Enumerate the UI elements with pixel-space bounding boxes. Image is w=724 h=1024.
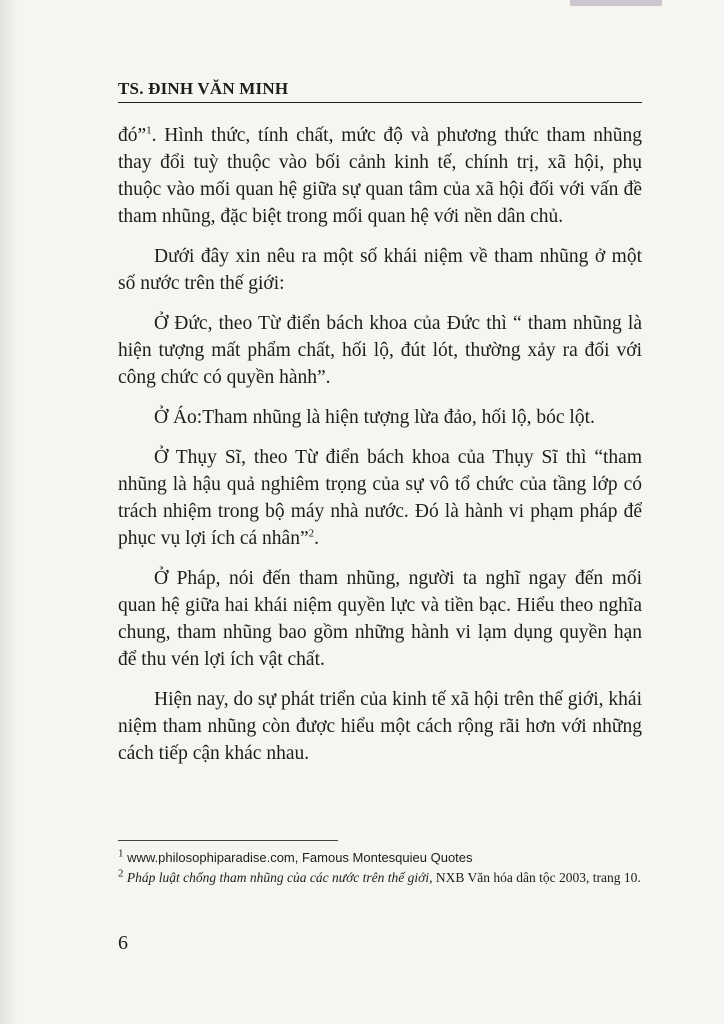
footnote-2-book-title: Pháp luật chống tham nhũng của các nước trên thế giới, <box>123 870 433 885</box>
footnote-1 <box>118 848 642 868</box>
page-number: 6 <box>118 932 128 954</box>
header-author: TS. ĐINH VĂN MINH <box>118 79 289 98</box>
paragraph-france: Ở Pháp, nói đến tham nhũng, người ta nghĩ ngay đến mối quan hệ giữa hai khái niệm quyền lực và tiền bạc. Hiểu theo nghĩa chung, tham nhũng bao gồm những hành vi lạm dụng quyền hạn để thu vén lợi ích vật chất. <box>118 568 642 670</box>
paragraph-switzerland-text: Ở Thụy Sĩ, theo Từ điển bách khoa của Thụy Sĩ thì “tham nhũng là hậu quả nghiêm trọng của sự vô tổ chức của tầng lớp có trách nhiệm trong bộ máy nhà nước. Đó là hành vi phạm pháp để phục vụ lợi ích cá nhân” <box>118 447 642 549</box>
footnote-2 <box>118 868 642 888</box>
footnote-ref-1: 1 <box>146 124 152 137</box>
page-binding-shadow <box>0 0 18 1024</box>
footnote-1-mark: 1 <box>118 847 124 860</box>
paragraph-germany: Ở Đức, theo Từ điển bách khoa của Đức thì “ tham nhũng là hiện tượng mất phẩm chất, hối lộ, đút lót, thường xảy ra đối với công chức có quyền hành”. <box>118 313 642 388</box>
paragraph-austria: Ở Áo:Tham nhũng là hiện tượng lừa đảo, hối lộ, bóc lột. <box>154 407 595 428</box>
paragraph-1 <box>118 122 642 230</box>
paragraph-switzerland <box>118 444 642 552</box>
paragraph-2: Dưới đây xin nêu ra một số khái niệm về tham nhũng ở một số nước trên thế giới: <box>118 246 642 294</box>
running-header <box>118 74 642 103</box>
footnotes <box>118 848 642 888</box>
paragraph-switzerland-end: . <box>314 528 319 549</box>
page-edge-tab <box>570 0 662 6</box>
body-text <box>118 122 642 780</box>
footnote-1-text: www.philosophiparadise.com, Famous Montesquieu Quotes <box>123 850 473 865</box>
footnote-2-text: NXB Văn hóa dân tộc 2003, trang 10. <box>432 870 641 885</box>
paragraph-1-start: đó” <box>118 125 147 146</box>
paragraph-1-rest: . Hình thức, tính chất, mức độ và phương thức tham nhũng thay đổi tuỳ thuộc vào bối cảnh kinh tế, chính trị, xã hội, phụ thuộc vào mối quan hệ giữa sự quan tâm của xã hội đối với vấn đề tham nhũng, đặc biệt trong mối quan hệ với nền dân chủ. <box>118 125 642 227</box>
footnote-ref-2: 2 <box>308 527 315 540</box>
paragraph-today: Hiện nay, do sự phát triển của kinh tế xã hội trên thế giới, khái niệm tham nhũng còn được hiểu một cách rộng rãi hơn với những cách tiếp cận khác nhau. <box>118 689 642 764</box>
footnote-divider <box>118 840 338 841</box>
footnote-2-mark: 2 <box>118 867 124 880</box>
